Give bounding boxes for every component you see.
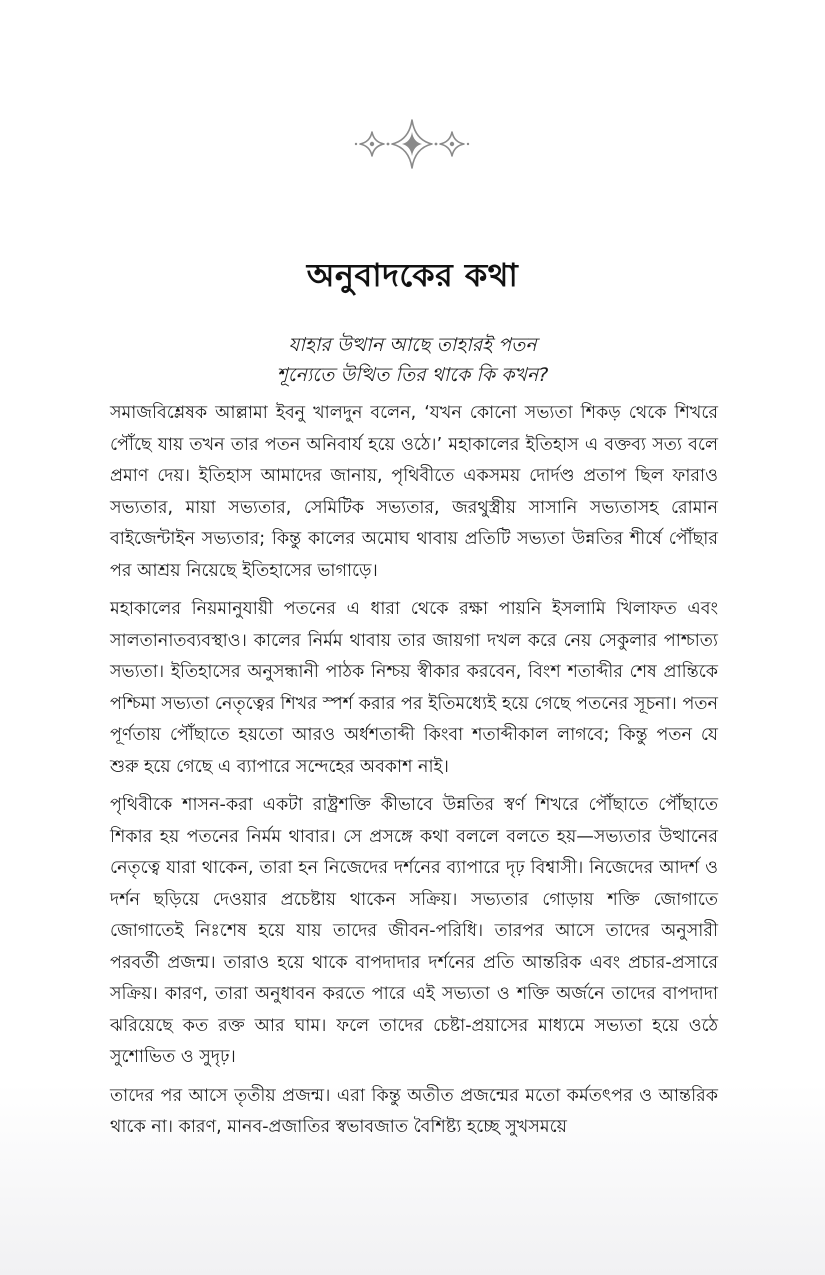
paragraph: সমাজবিশ্লেষক আল্লামা ইবনু খালদুন বলেন, ‘যখন কোনো সভ্যতা শিকড় থেকে শিখরে পৌঁছে যায় তখন তার পতন অনিবার্য হয়ে ওঠে।’ মহাকালের ইতিহাস এ বক্তব্য সত্য বলে প্রমাণ দেয়। ইতিহাস আমাদের জানায়, পৃথিবীতে একসময় দোর্দণ্ড প্রতাপ ছিল ফারাও সভ্যতার, মায়া সভ্যতার, সেমিটিক সভ্যতার, জরথুস্ত্রীয় সাসানি সভ্যতাসহ রোমান বাইজেন্টাইন সভ্যতার; কিন্তু কালের অমোঘ থাবায় প্রতিটি সভ্যতা উন্নতির শীর্ষে পৌঁছার পর আশ্রয় নিয়েছে ইতিহাসের ভাগাড়ে। <box>110 403 718 581</box>
paragraph: তাদের পর আসে তৃতীয় প্রজন্ম। এরা কিন্তু অতীত প্রজন্মের মতো কর্মতৎপর ও আন্তরিক থাকে না। কারণ, মানব-প্রজাতির স্বভাবজাত বৈশিষ্ট্য হচ্ছে সুখসময়ে <box>110 1085 718 1137</box>
epigraph-verse <box>0 330 825 390</box>
paragraph: পৃথিবীকে শাসন-করা একটা রাষ্ট্রশক্তি কীভাবে উন্নতির স্বর্ণ শিখরে পৌঁছাতে পৌঁছাতে শিকার হয় পতনের নির্মম থাবার। সে প্রসঙ্গে কথা বললে বলতে হয়—সভ্যতার উত্থানের নেতৃত্বে যারা থাকেন, তারা হন নিজেদের দর্শনের ব্যাপারে দৃঢ় বিশ্বাসী। নিজেদের আদর্শ ও দর্শন ছড়িয়ে দেওয়ার প্রচেষ্টায় থাকেন সক্রিয়। সভ্যতার গোড়ায় শক্তি জোগাতে জোগাতেই নিঃশেষ হয়ে যায় তাদের জীবন-পরিধি। তারপর আসে তাদের অনুসারী পরবর্তী প্রজন্ম। তারাও হয়ে থাকে বাপদাদার দর্শনের প্রতি আন্তরিক এবং প্রচার-প্রসারে সক্রিয়। কারণ, তারা অনুধাবন করতে পারে এই সভ্যতা ও শক্তি অর্জনে তাদের বাপদাদা ঝরিয়েছে কত রক্ত আর ঘাম। ফলে তাদের চেষ্টা-প্রয়াসের মাধ্যমে সভ্যতা হয়ে ওঠে সুশোভিত ও সুদৃঢ়। <box>110 795 718 1067</box>
verse-line: শূন্যেতে উত্থিত তির থাকে কি কখন? <box>276 364 549 386</box>
star-sparkle-divider-icon <box>352 118 472 170</box>
verse-line: যাহার উত্থান আছে তাহারই পতন <box>288 334 537 356</box>
body-text <box>110 398 718 1151</box>
page-title: অনুবাদকের কথা <box>306 256 519 294</box>
paragraph: মহাকালের নিয়মানুযায়ী পতনের এ ধারা থেকে রক্ষা পায়নি ইসলামি খিলাফত এবং সালতানাতব্যবস্থাও। কালের নির্মম থাবায় তার জায়গা দখল করে নেয় সেকুলার পাশ্চাত্য সভ্যতা। ইতিহাসের অনুসন্ধানী পাঠক নিশ্চয় স্বীকার করবেন, বিংশ শতাব্দীর শেষ প্রান্তিকে পশ্চিমা সভ্যতা নেতৃত্বের শিখর স্পর্শ করার পর ইতিমধ্যেই হয়ে গেছে পতনের সূচনা। পতন পূর্ণতায় পৌঁছাতে হয়তো আরও অর্ধশতাব্দী কিংবা শতাব্দীকাল লাগবে; কিন্তু পতন যে শুরু হয়ে গেছে এ ব্যাপারে সন্দেহের অবকাশ নাই। <box>110 599 718 777</box>
